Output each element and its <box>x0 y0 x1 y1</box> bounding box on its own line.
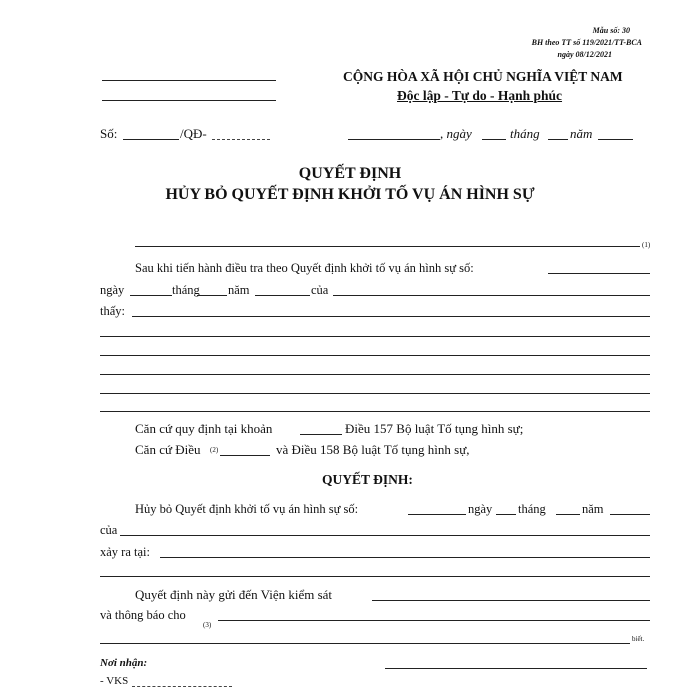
signature-blank <box>385 668 647 669</box>
date-month-blank <box>548 139 568 140</box>
clause-blank <box>300 434 342 435</box>
country-name: CỘNG HÒA XÃ HỘI CHỦ NGHĨA VIỆT NAM <box>343 69 623 84</box>
notify-blank <box>218 620 650 621</box>
decision-heading: QUYẾT ĐỊNH: <box>322 472 413 487</box>
procuracy-blank <box>372 600 650 601</box>
finding-label: thấy: <box>100 304 125 318</box>
legal-basis-2a: Căn cứ Điều <box>135 442 201 457</box>
recipients-label: Nơi nhận: <box>100 657 148 669</box>
day-label: ngày <box>100 283 125 297</box>
cancel-month-label: tháng <box>518 502 546 516</box>
cancel-day-blank <box>496 514 516 515</box>
cancel-number-blank <box>408 514 466 515</box>
number-label: Số: <box>100 126 118 141</box>
know-label: biết. <box>632 635 645 643</box>
cancel-day-label: ngày <box>468 502 493 516</box>
document-title: QUYẾT ĐỊNH <box>298 165 402 182</box>
decision-code-blank <box>212 139 270 140</box>
decision-number-blank <box>548 273 650 274</box>
notify-text: và thông báo cho <box>100 608 186 622</box>
year-blank <box>255 295 310 296</box>
agency-line-1 <box>102 80 276 81</box>
month-label: tháng <box>172 283 200 297</box>
footnote-2: (2) <box>210 446 219 454</box>
decision-code-label: /QĐ- <box>180 126 207 141</box>
document-subtitle: HỦY BỎ QUYẾT ĐỊNH KHỞI TỐ VỤ ÁN HÌNH SỰ <box>165 186 535 203</box>
legal-basis-2b: và Điều 158 Bộ luật Tố tụng hình sự, <box>276 442 470 457</box>
investigation-text: Sau khi tiến hành điều tra theo Quyết định khởi tố vụ án hình sự số: <box>135 261 474 275</box>
occurred-at-label: xảy ra tại: <box>100 545 150 559</box>
number-blank <box>123 139 179 140</box>
place-blank <box>348 139 440 140</box>
cancel-year-blank <box>610 514 650 515</box>
cancel-of-label: của <box>100 523 118 537</box>
cancel-of-blank <box>120 535 650 536</box>
recipient-vks-blank <box>132 686 232 687</box>
finding-blank-6 <box>100 411 650 412</box>
article-blank <box>220 455 270 456</box>
cancel-year-label: năm <box>582 502 604 516</box>
notify-blank-2 <box>100 643 630 644</box>
form-number: Mẫu số: 30 <box>592 26 630 35</box>
day-blank <box>130 295 172 296</box>
finding-blank-2 <box>100 336 650 337</box>
date-year-blank <box>598 139 633 140</box>
occurred-at-blank <box>160 557 650 558</box>
circular-reference: BH theo TT số 119/2021/TT-BCA <box>531 38 642 47</box>
date-month-label: tháng <box>510 126 540 141</box>
legal-basis-1a: Căn cứ quy định tại khoản <box>135 421 273 436</box>
footnote-3: (3) <box>203 621 212 629</box>
finding-blank-3 <box>100 355 650 356</box>
of-label: của <box>311 283 329 297</box>
send-to-text: Quyết định này gửi đến Viện kiểm sát <box>135 587 333 602</box>
finding-blank-1 <box>132 316 650 317</box>
occurred-at-blank-2 <box>100 576 650 577</box>
motto: Độc lập - Tự do - Hạnh phúc <box>397 88 563 103</box>
date-year-label: năm <box>570 126 593 141</box>
cancel-decision-text: Hủy bỏ Quyết định khởi tố vụ án hình sự số: <box>135 502 359 516</box>
year-label: năm <box>228 283 250 297</box>
footnote-1: (1) <box>642 241 651 249</box>
recipient-vks: - VKS <box>100 675 129 687</box>
issuer-blank-2 <box>333 295 650 296</box>
date-day-label: , ngày <box>440 126 472 141</box>
circular-date: ngày 08/12/2021 <box>557 50 612 59</box>
date-day-blank <box>482 139 506 140</box>
issuer-blank <box>135 246 640 247</box>
cancel-month-blank <box>556 514 580 515</box>
agency-line-2 <box>102 100 276 101</box>
month-blank <box>197 295 227 296</box>
finding-blank-5 <box>100 393 650 394</box>
legal-basis-1b: Điều 157 Bộ luật Tố tụng hình sự; <box>345 421 524 436</box>
finding-blank-4 <box>100 374 650 375</box>
